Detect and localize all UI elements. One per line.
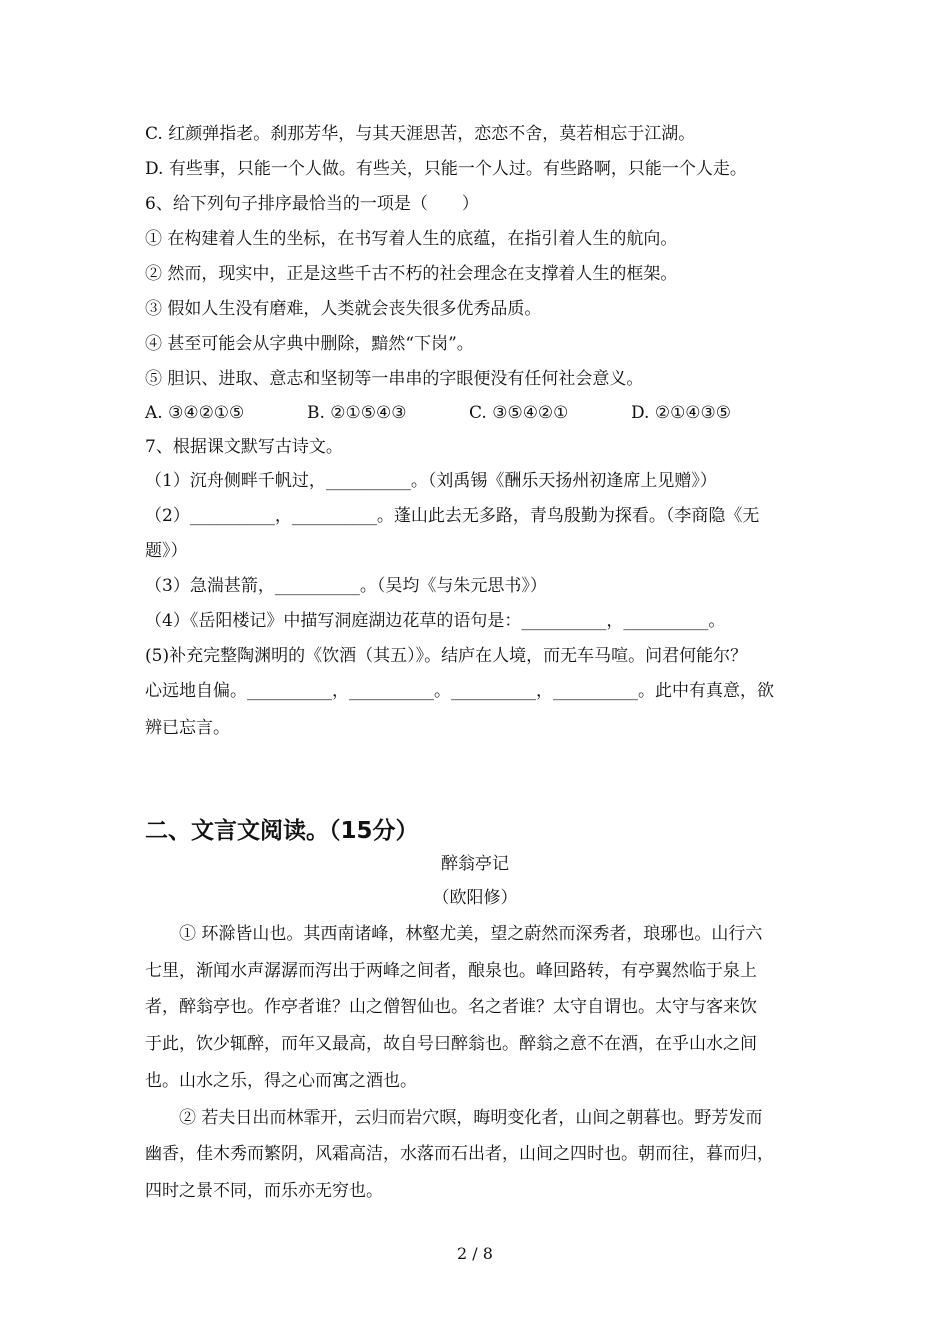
q7-item-2: （2）__________，__________。蓬山此去无多路，青鸟殷勤为探看。（李商隐《无 (145, 506, 760, 526)
q7-item-5-end: 辨已忘言。 (145, 718, 230, 738)
option-c: C. ③⑤④②① (469, 403, 569, 423)
q6-options (145, 402, 731, 424)
option-a: A. ③④②①⑤ (145, 403, 245, 423)
q7-item-2-cont: 题》） (145, 541, 188, 561)
question-6-stem: 6、给下列句子排序最恰当的一项是（ ） (145, 194, 479, 214)
passage-line: ① 环滁皆山也。其西南诸峰，林壑尤美，望之蔚然而深秀者，琅琊也。山行六 (145, 924, 763, 944)
passage-line: 于此，饮少辄醉，而年又最高，故自号曰醉翁也。醉翁之意不在酒，在乎山水之间 (145, 1034, 757, 1054)
option-d: D. ②①④③⑤ (631, 403, 732, 423)
q7-item-1: （1）沉舟侧畔千帆过，__________。（刘禹锡《酬乐天扬州初逢席上见赠》） (145, 471, 717, 491)
section-title: 二、文言文阅读。（15分） (145, 818, 419, 844)
passage-title: 醉翁亭记 (441, 854, 509, 874)
sentence-5: ⑤ 胆识、进取、意志和坚韧等一串串的字眼便没有任何社会意义。 (145, 369, 644, 389)
q7-item-4: （4）《岳阳楼记》中描写洞庭湖边花草的语句是：__________，__________。 (145, 611, 726, 631)
option-c-line: C. 红颜弹指老。刹那芳华，与其天涯思苦，恋恋不舍，莫若相忘于江湖。 (145, 124, 696, 144)
option-d-line: D. 有些事，只能一个人做。有些关，只能一个人过。有些路啊，只能一个人走。 (145, 159, 747, 179)
q7-item-5: (5)补充完整陶渊明的《饮酒（其五）》。结庐在人境，而无车马喧。问君何能尔？ (145, 646, 748, 666)
sentence-4: ④ 甚至可能会从字典中删除，黯然“下岗”。 (145, 334, 474, 354)
passage-line: ② 若夫日出而林霏开，云归而岩穴暝，晦明变化者，山间之朝暮也。野芳发而 (145, 1108, 763, 1128)
q7-item-3: （3）急湍甚箭，__________。（吴均《与朱元思书》） (145, 576, 547, 596)
q7-item-5-cont: 心远地自偏。__________，__________。__________，__________。此中有真意，欲 (145, 681, 774, 701)
sentence-1: ① 在构建着人生的坐标，在书写着人生的底蕴，在指引着人生的航向。 (145, 229, 678, 249)
passage-line: 四时之景不同，而乐亦无穷也。 (145, 1181, 383, 1201)
passage-line: 也。山水之乐，得之心而寓之酒也。 (145, 1071, 417, 1091)
passage-line: 者，醉翁亭也。作亭者谁？山之僧智仙也。名之者谁？太守自谓也。太守与客来饮 (145, 997, 757, 1017)
question-7-stem: 7、根据课文默写古诗文。 (145, 437, 343, 457)
sentence-3: ③ 假如人生没有磨难，人类就会丧失很多优秀品质。 (145, 299, 542, 319)
sentence-2: ② 然而，现实中，正是这些千古不朽的社会理念在支撑着人生的框架。 (145, 264, 678, 284)
option-b: B. ②①⑤④③ (307, 403, 407, 423)
passage-line: 七里，渐闻水声潺潺而泻出于两峰之间者，酿泉也。峰回路转，有亭翼然临于泉上 (145, 961, 757, 981)
page-number: 2 / 8 (457, 1244, 493, 1263)
passage-author: （欧阳修） (432, 888, 518, 908)
passage-line: 幽香，佳木秀而繁阴，风霜高洁，水落而石出者，山间之四时也。朝而往，暮而归， (145, 1144, 774, 1164)
